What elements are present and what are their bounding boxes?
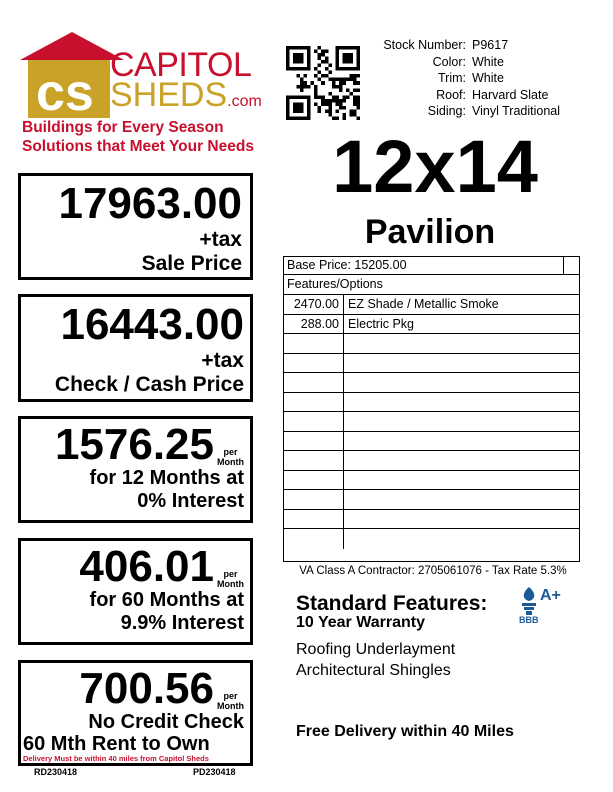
svg-text:cs: cs [36,64,94,122]
feature-row [284,334,579,354]
feature-desc: EZ Shade / Metallic Smoke [348,297,499,311]
feature-row [284,295,579,315]
financing-12-amount: 1576.25 [54,420,214,469]
feature-price [284,529,344,549]
building-style: Pavilion [364,213,496,251]
feature-desc: Electric Pkg [348,316,414,331]
bbb-torch-icon [518,585,540,617]
feature-row [284,510,579,530]
feature-price: 288.00 [284,315,344,334]
feature-row [284,490,579,510]
sale-price-tax: +tax [199,228,242,251]
financing-12-box [18,416,253,523]
features-table [283,256,580,562]
feature-desc [344,354,348,373]
feature-price [284,334,344,353]
feature-desc [344,490,348,509]
tagline-line2: Solutions that Meet Your Needs [22,138,254,155]
financing-12-line2: 0% Interest [137,490,244,512]
features-header: Features/Options [284,275,579,295]
feature-row [284,354,579,374]
per-month-label: per Month [217,569,244,589]
feature-row [284,529,579,549]
financing-60-line1: for 60 Months at [89,589,244,611]
base-price-checkbox [563,257,579,274]
feature-row [284,471,579,491]
feature-price [284,393,344,412]
feature-row [284,315,579,335]
feature-row [284,412,579,432]
stock-row: Siding: Vinyl Traditional [427,104,561,118]
feature-price [284,412,344,431]
feature-row [284,393,579,413]
rto-disclaimer: Delivery Must be within 40 miles from Capitol Sheds [23,754,209,763]
bbb-badge [518,585,568,630]
warranty-text: 10 Year Warranty [296,614,425,631]
code-left: RD230418 [34,767,78,777]
feature-desc [344,412,348,431]
delivery-text: Free Delivery within 40 Miles [296,723,514,740]
feature-price [284,451,344,470]
stock-row: Roof: Harvard Slate [436,87,549,102]
contractor-line: VA Class A Contractor: 2705061076 - Tax Rate 5.3% [299,565,567,577]
base-price-row: Base Price: 15205.00 [284,257,579,275]
feature-price [284,471,344,490]
cash-price-tax: +tax [201,349,244,372]
sale-price-box [18,173,253,280]
feature-price [284,373,344,392]
cash-price-label: Check / Cash Price [54,373,244,397]
rto-line1: No Credit Check [88,711,244,733]
financing-12-amount-row [21,420,244,469]
standard-features-heading: Standard Features: [296,592,488,615]
feature-desc [344,373,348,392]
bbb-rating: A+ [540,587,561,604]
sale-price-amount: 17963.00 [58,179,242,228]
code-right: PD230418 [193,767,236,777]
feature-desc [344,510,348,529]
building-size: 12x14 [332,125,538,208]
feature-price [284,490,344,509]
tagline-line1: Buildings for Every Season [22,119,224,136]
financing-60-amount: 406.01 [79,542,214,591]
tagline [22,118,254,156]
feature-price [284,432,344,451]
brand-name-line2: SHEDS.com [110,76,262,114]
feature-rows [284,295,579,549]
feature-price [284,510,344,529]
cash-price-amount: 16443.00 [60,300,244,349]
stock-info [360,37,610,120]
financing-60-line2: 9.9% Interest [120,612,244,634]
per-month-label: per Month [217,691,244,711]
feature-desc [344,451,348,470]
feature-desc [344,471,348,490]
qr-code-icon [286,46,360,120]
feature-item: Architectural Shingles [296,662,451,679]
feature-price: 2470.00 [284,295,344,314]
stock-row: Trim: White [438,71,504,85]
feature-row [284,432,579,452]
stock-row: Stock Number: P9617 [383,38,509,52]
rto-amount-row [21,664,244,713]
stock-row: Color: White [432,54,504,69]
feature-row [284,451,579,471]
rto-amount: 700.56 [79,664,214,713]
feature-row [284,373,579,393]
sale-price-label: Sale Price [141,252,242,276]
bbb-text: BBB [519,615,539,625]
financing-60-box [18,538,253,645]
feature-desc [344,334,348,353]
per-month-label: per Month [217,447,244,467]
rent-to-own-box [18,660,253,766]
brand-name-line1: CAPITOL [110,46,252,84]
rto-line2: 60 Mth Rent to Own [23,733,210,755]
feature-item: Roofing Underlayment [296,641,456,658]
feature-price [284,354,344,373]
feature-desc [344,529,348,549]
feature-desc [344,432,348,451]
financing-12-line1: for 12 Months at [89,467,244,489]
financing-60-amount-row [21,542,244,591]
feature-desc [344,393,348,412]
cash-price-box [18,294,253,402]
